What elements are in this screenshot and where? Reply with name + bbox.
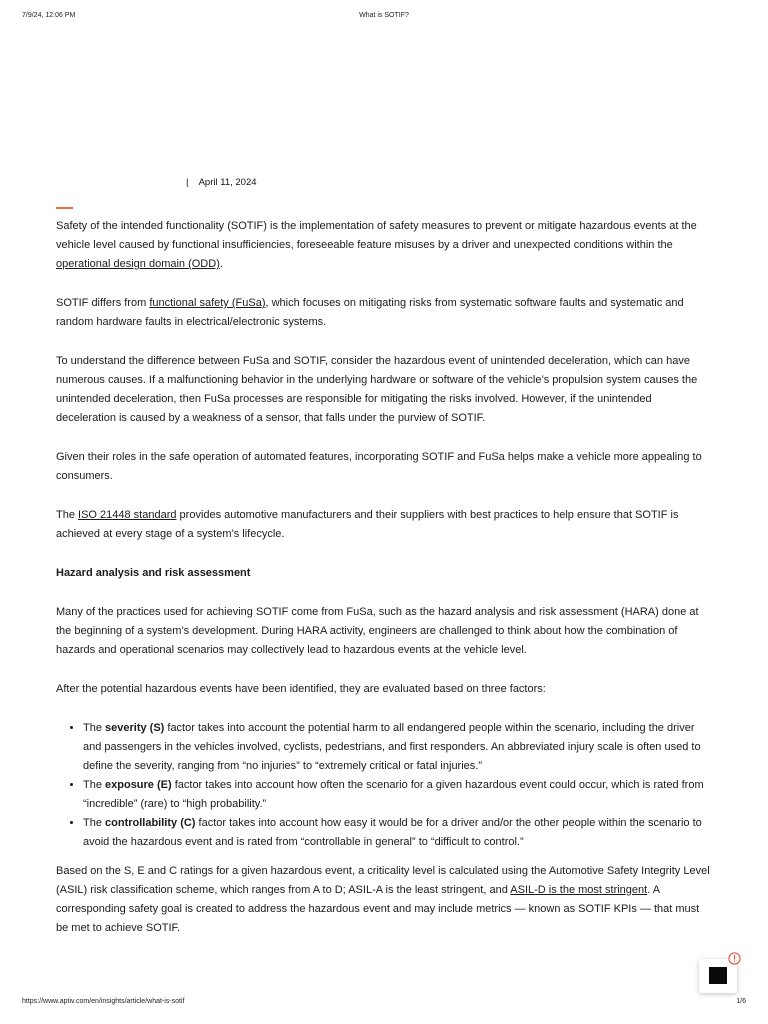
list-item [83, 814, 712, 852]
list-text: factor takes into account how often the scenario for a given hazardous event could occur, which is rated from “incredible” (rare) to “high probability.” [83, 779, 704, 810]
paragraph-text: , which focuses on mitigating risks from systematic software faults and systematic and random hardware faults in electrical/electronic systems. [56, 297, 684, 328]
list-item [83, 719, 712, 776]
paragraph-factors-intro: After the potential hazardous events have been identified, they are evaluated based on three factors: [56, 683, 546, 695]
paragraph-text: The [56, 509, 79, 521]
print-datetime: 7/9/24, 12:06 PM [22, 12, 76, 19]
list-text: The [83, 817, 106, 829]
print-page-title: What is SOTIF? [359, 12, 409, 19]
paragraph-text: SOTIF differs from [56, 297, 150, 309]
article-meta [186, 177, 257, 188]
factors-list [56, 719, 712, 852]
paragraph-text: Based on the S, E and C ratings for a given hazardous event, a criticality level is calculated using the Automotive Safety Integrity Level (ASIL) risk classification scheme, which ranges from A to D; ASIL-A is the least stringent, and [56, 865, 710, 896]
factor-term: exposure (E) [105, 779, 172, 791]
list-text: The [83, 722, 106, 734]
list-text: factor takes into account how easy it would be for a driver and/or the other people within the scenario to avoid the hazardous event and is rated from “controllable in general” to “difficult to control.” [83, 817, 702, 848]
paragraph-iso [56, 506, 712, 544]
paragraph-text: provides automotive manufacturers and their suppliers with best practices to help ensure that SOTIF is achieved at every stage of a system’s lifecycle. [56, 509, 679, 540]
paragraph-asil [56, 862, 712, 938]
page-number: 1/6 [736, 998, 746, 1005]
print-footer [22, 998, 746, 1010]
print-header [22, 12, 746, 24]
asil-d-link[interactable]: ASIL-D is the most stringent [510, 884, 648, 896]
factor-term: severity (S) [105, 722, 165, 734]
paragraph-text: . A corresponding safety goal is created to address the hazardous event and may include metrics — known as SOTIF KPIs — that must be met to achieve SOTIF. [56, 884, 700, 934]
odd-link[interactable]: operational design domain (ODD) [56, 258, 220, 270]
iso-standard-link[interactable]: ISO 21448 standard [78, 509, 177, 521]
meta-separator: | [186, 177, 189, 188]
paragraph-hara: Many of the practices used for achieving SOTIF come from FuSa, such as the hazard analysis and risk assessment (HARA) done at the beginning of a system’s development. During HARA activity, engineers are challenged to think about how the combination of hazards and operational scenarios may collectively lead to hazardous events at the vehicle level. [56, 606, 699, 656]
paragraph-text: . [219, 258, 223, 270]
factor-term: controllability (C) [105, 817, 196, 829]
paragraph-difference: To understand the difference between FuSa and SOTIF, consider the hazardous event of unintended deceleration, which can have numerous causes. If a malfunctioning behavior in the underlying hardware or software of the vehicle’s propulsion system causes the unintended deceleration, then FuSa processes are responsible for mitigating the risks involved. However, if the unintended deceleration is caused by a weakness of a sensor, that falls under the purview of SOTIF. [56, 355, 698, 424]
alert-icon [728, 952, 741, 965]
section-heading: Hazard analysis and risk assessment [56, 567, 251, 579]
page-url: https://www.aptiv.com/en/insights/article/what-is-sotif [22, 998, 185, 1005]
article-body [56, 217, 712, 958]
paragraph-fusa [56, 294, 712, 332]
publish-date: April 11, 2024 [198, 177, 257, 188]
paragraph-roles: Given their roles in the safe operation of automated features, incorporating SOTIF and FuSa helps make a vehicle more appealing to consumers. [56, 451, 702, 482]
accent-rule [56, 207, 73, 209]
list-item [83, 776, 712, 814]
square-icon [709, 967, 727, 984]
list-text: factor takes into account the potential harm to all endangered people within the scenario, including the driver and passengers in the vehicles involved, cyclists, pedestrians, and first responders. An abbreviated injury scale is often used to define the severity, ranging from “no injuries” to “extremely critical or fatal injuries.” [83, 722, 701, 772]
list-text: The [83, 779, 106, 791]
paragraph-text: Safety of the intended functionality (SOTIF) is the implementation of safety measures to prevent or mitigate hazardous events at the vehicle level caused by functional insufficiencies, foreseeable feature misuses by a driver and unexpected conditions within the [56, 220, 697, 251]
fusa-link[interactable]: functional safety (FuSa) [149, 297, 266, 309]
paragraph-intro [56, 217, 712, 274]
